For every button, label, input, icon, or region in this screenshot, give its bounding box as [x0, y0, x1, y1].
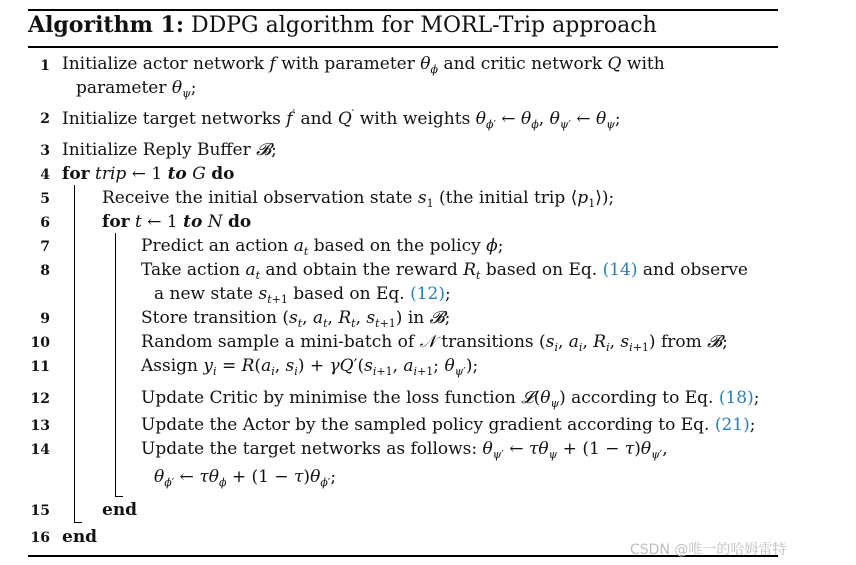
top-rule: [28, 9, 778, 11]
line-10-text: Random sample a mini-batch of 𝒩 transitions ($s_i$, $a_i$, $R_i$, $s_{i+1}$) from 𝓑;: [141, 332, 728, 354]
line-number: 9: [40, 311, 50, 327]
line-4-text: for trip ← 1 to G do: [62, 164, 235, 184]
line-15-end: end: [102, 500, 138, 520]
for-t-block-bar: [115, 233, 116, 497]
line-number: 11: [30, 359, 50, 375]
line-number: 4: [40, 167, 50, 183]
line-14-text: Update the target networks as follows: $\theta_{\psi'}$ ← $\tau\theta_\psi + (1 - \tau)\theta_{\psi'}$,: [141, 439, 668, 461]
line-number: 13: [30, 418, 50, 434]
line-6-text: for t ← 1 to N do: [102, 212, 252, 232]
line-12-text: Update Critic by minimise the loss function $𝓛(\theta_\psi)$ according to Eq. (18);: [141, 388, 760, 410]
for-t-block-tick: [115, 496, 123, 497]
line-1-continuation: parameter $\theta_\psi$;: [76, 78, 197, 100]
line-2-text: Initialize target networks f′ and Q′ with weights $\theta_{\phi'}$ ← $\theta_\phi$, $\theta_{\psi'}$ ← $\theta_\psi$;: [62, 107, 621, 131]
line-number: 2: [40, 111, 50, 127]
line-number: 15: [30, 503, 50, 519]
line-number: 5: [40, 191, 50, 207]
line-8-text: Take action $a_t$ and obtain the reward $R_t$ based on Eq. (14) and observe: [141, 260, 748, 282]
eq-18-link[interactable]: (18): [718, 388, 754, 408]
line-16-end: end: [62, 527, 98, 547]
line-number: 7: [40, 239, 50, 255]
algorithm-label: Algorithm 1:: [28, 12, 184, 38]
line-number: 12: [30, 391, 50, 407]
line-7-text: Predict an action $a_t$ based on the policy ϕ;: [141, 236, 504, 258]
eq-21-link[interactable]: (21): [714, 415, 750, 435]
line-3-text: Initialize Reply Buffer 𝓑;: [62, 140, 277, 160]
line-number: 8: [40, 263, 50, 279]
eq-12-link[interactable]: (12): [410, 284, 445, 304]
line-number: 3: [40, 143, 50, 159]
line-11-text: Assign $y_i = R(a_i$, $s_i) + \gamma Q'(s_{i+1}$, $a_{i+1}$; $\theta_{\psi'}$);: [141, 356, 479, 378]
line-9-text: Store transition ($s_t$, $a_t$, $R_t$, $s_{t+1}$) in 𝓑;: [141, 308, 451, 330]
for-trip-block-bar: [74, 185, 75, 523]
algorithm-title: [28, 12, 657, 38]
eq-14-link[interactable]: (14): [602, 260, 638, 280]
line-number: 10: [30, 335, 50, 351]
line-number: 16: [30, 530, 50, 546]
header-rule: [28, 46, 778, 48]
line-5-text: Receive the initial observation state $s_1$ (the initial trip $⟨p_1⟩$);: [102, 188, 615, 210]
for-trip-block-tick: [74, 522, 82, 523]
line-number: 14: [30, 442, 50, 458]
algorithm-caption: DDPG algorithm for MORL-Trip approach: [190, 13, 657, 38]
line-number: 6: [40, 215, 50, 231]
line-1-text: Initialize actor network f with parameter $\theta_\phi$ and critic network Q with: [62, 54, 665, 76]
watermark: CSDN @唯一的哈姆雷特: [630, 542, 787, 558]
line-14-continuation: $\theta_{\phi'}$ ← $\tau\theta_\phi + (1 - \tau)\theta_{\phi'}$;: [154, 467, 337, 489]
line-13-text: Update the Actor by the sampled policy gradient according to Eq. (21);: [141, 415, 756, 435]
line-8-continuation: a new state $s_{t+1}$ based on Eq. (12);: [154, 284, 451, 306]
line-number: 1: [40, 58, 50, 74]
